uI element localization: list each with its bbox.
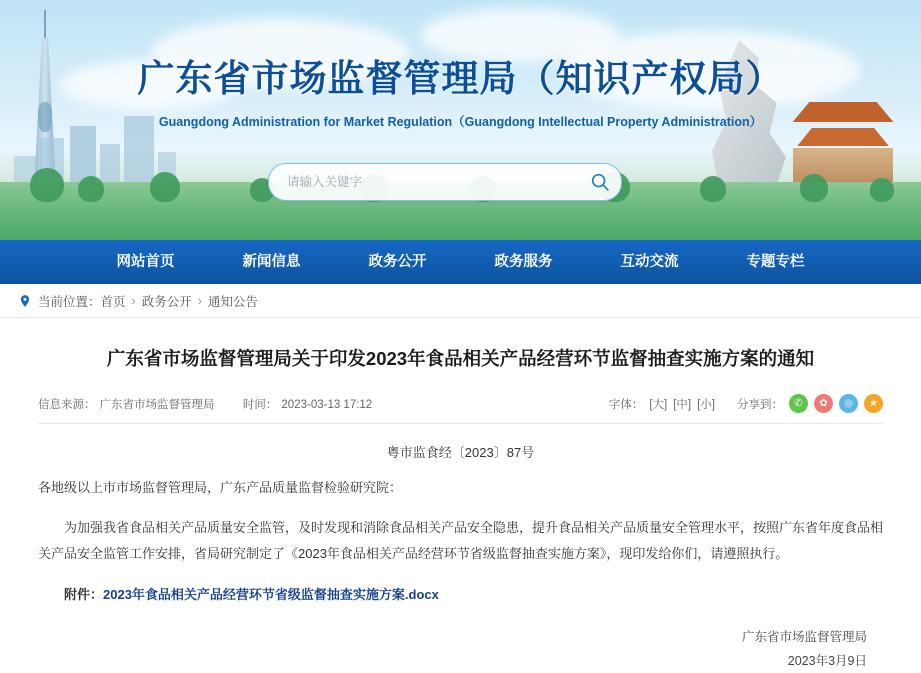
search-icon: [589, 171, 611, 193]
wechat-share-icon[interactable]: ✆: [789, 394, 808, 413]
nav-item-services[interactable]: 政务服务: [494, 254, 553, 270]
page-title: 广东省市场监督管理局关于印发2023年食品相关产品经营环节监督抽查实施方案的通知: [106, 348, 815, 369]
share-label: 分享到：: [737, 398, 783, 411]
article-meta-left: [38, 396, 376, 412]
time-value: 2023-03-13 17:12: [281, 398, 373, 411]
breadcrumb-prefix: 当前位置：: [38, 294, 101, 309]
search-input[interactable]: [269, 175, 579, 189]
site-banner: [0, 0, 921, 240]
source-label: 信息来源：: [38, 398, 96, 411]
time-label: 时间：: [242, 398, 278, 411]
attachment-link[interactable]: 2023年食品相关产品经营环节省级监督抽查实施方案.docx: [103, 587, 439, 602]
article-paragraph-salutation: 各地级以上市市场监督管理局，广东产品质量监督检验研究院：: [38, 480, 403, 495]
qq-share-icon[interactable]: ◎: [839, 394, 858, 413]
nav-item-home[interactable]: 网站首页: [116, 254, 175, 270]
breadcrumb-separator: ›: [131, 293, 136, 308]
article-meta: [38, 394, 883, 424]
nav-item-topics[interactable]: 专题专栏: [746, 254, 805, 270]
breadcrumb-item-announcements[interactable]: 通知公告: [207, 294, 258, 309]
nav-item-news[interactable]: 新闻信息: [242, 254, 301, 270]
signature-organization: 广东省市场监督管理局: [741, 630, 867, 644]
article-container: [0, 344, 921, 673]
breadcrumb-item-home[interactable]: 首页: [100, 294, 126, 309]
weibo-share-icon[interactable]: ✿: [814, 394, 833, 413]
fontsize-small-button[interactable]: [小]: [697, 398, 715, 411]
breadcrumb-item-disclosure[interactable]: 政务公开: [141, 294, 192, 309]
breadcrumb: [0, 284, 921, 318]
signature-date: 2023年3月9日: [787, 654, 867, 668]
document-number: 粤市监食经〔2023〕87号: [386, 445, 535, 460]
attachment-label: 附件：: [64, 587, 104, 602]
article-meta-right: [609, 394, 883, 413]
fontsize-large-button[interactable]: [大]: [649, 398, 668, 411]
search-button[interactable]: [579, 165, 621, 199]
site-subtitle: Guangdong Administration for Market Regulation（Guangdong Intellectual Property Administration）: [158, 115, 763, 129]
nav-item-disclosure[interactable]: 政务公开: [368, 254, 427, 270]
breadcrumb-separator: ›: [197, 293, 202, 308]
location-pin-icon: [18, 294, 32, 308]
source-value: 广东省市场监督管理局: [99, 398, 215, 411]
site-title: 广东省市场监督管理局（知识产权局）: [137, 58, 784, 99]
nav-item-interaction[interactable]: 互动交流: [620, 254, 679, 270]
fontsize-medium-button[interactable]: [中]: [673, 398, 692, 411]
attachment-row: [38, 583, 883, 607]
favorite-share-icon[interactable]: ★: [864, 394, 883, 413]
signature-block: [38, 625, 883, 673]
search-bar[interactable]: [268, 163, 622, 201]
main-navigation: [0, 240, 921, 284]
fontsize-label: 字体：: [608, 398, 644, 411]
article-paragraph-body: 为加强我省食品相关产品质量安全监管，及时发现和消除食品相关产品安全隐患，提升食品相关产品质量安全管理水平，按照广东省年度食品相关产品安全监管工作安排，省局研究制定了《2023年食品相关产品经营环节省级监督抽查实施方案》，现印发给你们，请遵照执行。: [38, 520, 884, 561]
